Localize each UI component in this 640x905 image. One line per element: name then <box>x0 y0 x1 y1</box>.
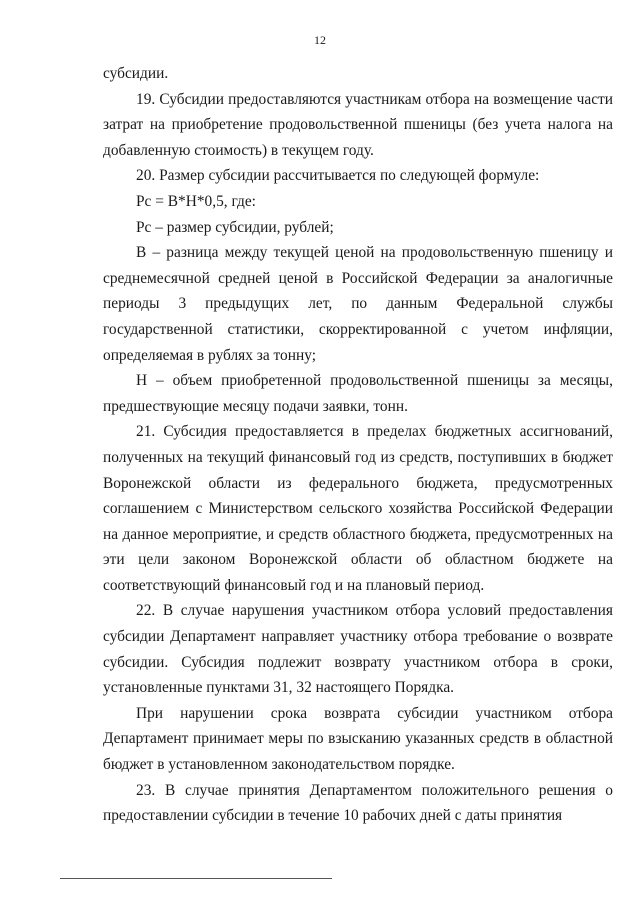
paragraph-22-continued: При нарушении срока возврата субсидии участником отбора Департамент принимает меры по взысканию указанных средств в областной бюджет в установленном законодательством порядке. <box>103 704 613 774</box>
paragraph-continuation: субсидии. <box>103 65 169 82</box>
paragraph-19: 19. Субсидии предоставляются участникам отбора на возмещение части затрат на приобретение продовольственной пшеницы (без учета налога на добавленную стоимость) в текущем году. <box>103 90 613 159</box>
paragraph-22: 22. В случае нарушения участником отбора условий предоставления субсидии Департамент направляет участнику отбора требование о возврате субсидии. Субсидия подлежит возврату участником отбора в сроки, установленные пунктами 31, 32 настоящего Порядка. <box>103 602 613 697</box>
page-number: 12 <box>314 33 326 47</box>
formula-definition-v: В – разница между текущей ценой на продовольственную пшеницу и среднемесячной средней ценой в Российской Федерации за аналогичные периоды 3 предыдущих лет, по данным Федеральной службы государственной статистики, скорректированной с учетом инфляции, определяемая в рублях за тонну; <box>103 244 613 364</box>
paragraph-23: 23. В случае принятия Департаментом положительного решения о предоставлении субсидии в течение 10 рабочих дней с даты принятия <box>103 781 613 825</box>
footer-rule <box>60 878 332 879</box>
paragraph-20: 20. Размер субсидии рассчитывается по следующей формуле: <box>136 167 540 185</box>
formula: Рс = В*Н*0,5, где: <box>136 192 256 210</box>
formula-definition-rs: Рс – размер субсидии, рублей; <box>136 218 334 236</box>
document-body <box>103 61 613 829</box>
formula-definition-n: Н – объем приобретенной продовольственной пшеницы за месяцы, предшествующие месяцу подачи заявки, тонн. <box>103 372 613 415</box>
paragraph-21: 21. Субсидия предоставляется в пределах бюджетных ассигнований, полученных на текущий финансовый год из средств, поступивших в бюджет Воронежской области из федерального бюджета, предусмотренных соглашением с Министерством сельского хозяйства Российской Федерации на данное мероприятие, и средств областного бюджета, предусмотренных на эти цели законом Воронежской области об областном бюджете на соответствующий финансовый год и на плановый период. <box>103 423 613 594</box>
